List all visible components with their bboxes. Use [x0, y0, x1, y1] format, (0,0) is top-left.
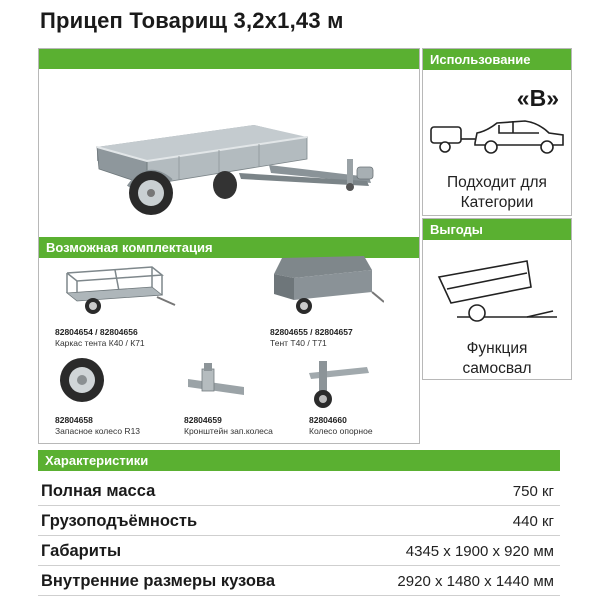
- spec-value: 4345 х 1900 х 920 мм: [405, 543, 554, 560]
- spec-value: 440 кг: [512, 513, 554, 530]
- specs-header: Характеристики: [38, 450, 560, 471]
- kit-item-code: 82804659: [184, 415, 222, 425]
- kit-item-code: 82804660: [309, 415, 347, 425]
- kit-item-jockey-wheel: [303, 355, 418, 440]
- kit-item-code: 82804658: [55, 415, 93, 425]
- page-title: Прицеп Товарищ 3,2х1,43 м: [40, 8, 344, 33]
- jockey-wheel-image: [303, 355, 373, 411]
- benefits-header: Выгоды: [423, 219, 571, 240]
- trailer-hero-image: [39, 69, 419, 237]
- kit-item-frame: [47, 261, 237, 351]
- kit-header: Возможная комплектация: [39, 237, 419, 258]
- tent-frame-image: [57, 261, 177, 321]
- kit-item-desc: Кронштейн зап.колеса: [184, 426, 273, 436]
- kit-item-desc: Каркас тента К40 / К71: [55, 338, 145, 348]
- spec-value: 2920 х 1480 х 1440 мм: [397, 573, 554, 590]
- spec-label: Грузоподъёмность: [41, 512, 198, 530]
- kit-item-code: 82804655 / 82804657: [270, 327, 353, 337]
- spec-label: Габариты: [41, 542, 122, 560]
- usage-caption-line1: Подходит для: [447, 174, 547, 191]
- kit-item-tent: [264, 254, 414, 354]
- spec-row: [38, 508, 560, 536]
- kit-item-desc: Запасное колесо R13: [55, 426, 141, 436]
- bracket-image: [184, 359, 254, 409]
- tipper-trailer-icon: [427, 247, 567, 327]
- benefits-caption-line2: самосвал: [462, 360, 532, 377]
- spare-wheel-image: [57, 355, 107, 405]
- spec-row: [38, 538, 560, 566]
- product-panel-header: [39, 49, 419, 69]
- kit-item-bracket: [174, 355, 304, 440]
- usage-panel: [422, 48, 572, 216]
- tent-image: [264, 254, 384, 320]
- kit-item-desc: Тент Т40 / Т71: [270, 338, 327, 348]
- kit-item-code: 82804654 / 82804656: [55, 327, 138, 337]
- benefits-panel: [422, 218, 572, 380]
- spec-label: Внутренние размеры кузова: [41, 572, 276, 590]
- kit-item-desc: Колесо опорное: [309, 426, 373, 436]
- spec-row: [38, 478, 560, 506]
- usage-header: Использование: [423, 49, 571, 70]
- car-trailer-icon: [427, 117, 567, 167]
- category-label: «B»: [516, 85, 559, 111]
- spec-label: Полная масса: [41, 482, 156, 500]
- product-panel: [38, 48, 420, 444]
- usage-caption-line2: Категории: [460, 194, 534, 211]
- spec-value: 750 кг: [512, 483, 554, 500]
- spec-row: [38, 568, 560, 596]
- kit-item-spare-wheel: [47, 355, 177, 440]
- benefits-caption-line1: Функция: [466, 340, 528, 357]
